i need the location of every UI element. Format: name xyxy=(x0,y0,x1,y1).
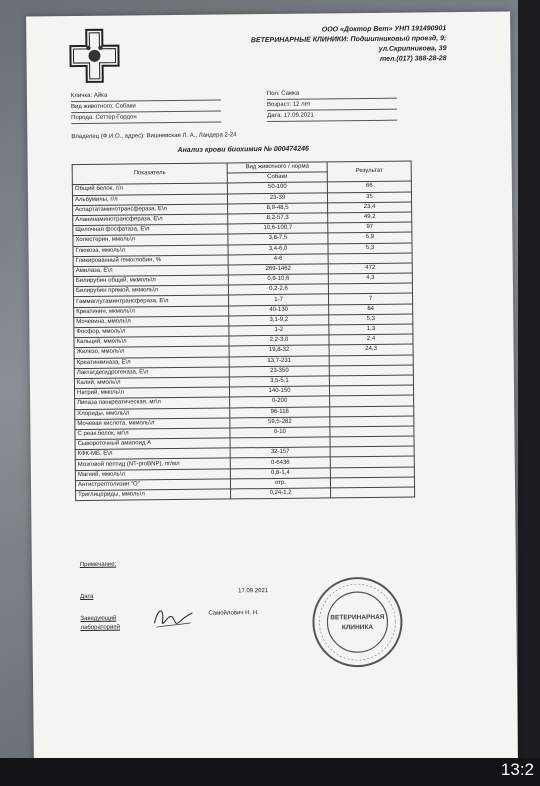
cell-parameter: Натрий, ммоль\л xyxy=(74,387,229,399)
cell-norm: 0,9-10,6 xyxy=(228,274,328,285)
cell-norm: 0,2-2,6 xyxy=(228,284,328,295)
patient-info-left xyxy=(71,91,221,126)
cell-result: 97 xyxy=(328,222,412,233)
cell-parameter: Кальций, ммоль\л xyxy=(74,336,229,348)
lab-report-paper xyxy=(26,11,518,766)
cell-norm: 13,7-231 xyxy=(229,355,329,366)
cell-norm: 1-2 xyxy=(229,325,329,336)
cell-parameter: Мочевая кислота, мкмоль\л xyxy=(75,418,230,430)
cell-parameter: Липаза панкреатическая, мг\л xyxy=(75,397,230,409)
patient-age: Возраст: 12 лет xyxy=(267,100,397,111)
cell-parameter: Глюкоза, ммоль\л xyxy=(73,244,228,256)
cell-parameter: Щелочная фосфатаза, Е\л xyxy=(73,224,228,236)
cell-norm: 140-150 xyxy=(229,386,329,397)
status-bar xyxy=(0,758,540,786)
date-label: Дата xyxy=(80,593,94,601)
cell-parameter: Мозговой пептид (NT-proBNP), пг/мл xyxy=(75,458,230,470)
cell-norm: 2,2-3,0 xyxy=(229,335,329,346)
cell-norm: 50-100 xyxy=(227,182,327,193)
column-header: Результат xyxy=(327,161,411,182)
cell-norm: 32-157 xyxy=(230,447,330,458)
cell-norm: 1-7 xyxy=(229,294,329,305)
cell-result: 24,3 xyxy=(329,344,413,355)
cell-norm: 0-200 xyxy=(230,396,330,407)
cell-parameter: С реак.белок, мг\л xyxy=(75,428,230,440)
head-name: Самойлович Н. Н. xyxy=(208,610,259,617)
column-subheader: Собаки xyxy=(227,172,327,183)
cell-norm: 96-118 xyxy=(230,406,330,417)
cell-parameter: Хлориды, ммоль\л xyxy=(75,407,230,419)
cell-norm: 0,24-1,2 xyxy=(231,488,331,499)
cell-parameter: Триглицериды, ммоль\л xyxy=(76,489,231,501)
cell-parameter: Холестерин, ммоль\л xyxy=(73,234,228,246)
cell-norm: 23-350 xyxy=(229,366,329,377)
cell-norm: 0-6436 xyxy=(230,457,330,468)
cell-result: 4,3 xyxy=(328,273,412,284)
patient-breed: Порода: Сеттер-Гордон xyxy=(71,113,221,125)
svg-text:КЛИНИКА: КЛИНИКА xyxy=(341,623,374,632)
cell-result: 35 xyxy=(327,192,411,203)
owner-info: Владелец (Ф.И.О., адрес): Вишневская Л. А., Ландера 2-24 xyxy=(71,132,237,141)
cell-norm: 10,6-100,7 xyxy=(228,223,328,234)
cell-result: 23,4 xyxy=(328,202,412,213)
cell-result: 472 xyxy=(328,263,412,274)
cell-norm: 19,8-32 xyxy=(229,345,329,356)
cell-norm: 40-130 xyxy=(229,305,329,316)
svg-text:ВЕТЕРИНАРНАЯ: ВЕТЕРИНАРНАЯ xyxy=(330,613,385,622)
cell-parameter: Магний, ммоль\л xyxy=(75,469,230,481)
cell-result: 49,2 xyxy=(328,212,412,223)
cell-parameter: Креатинин, мкмоль\л xyxy=(74,306,229,318)
cell-norm: 0-10 xyxy=(230,427,330,438)
note-label: Примечание: xyxy=(79,561,117,569)
cell-parameter: Лактатдегидрогеназа, Е\л xyxy=(74,367,229,379)
cell-parameter: Калий, ммоль\л xyxy=(74,377,229,389)
clinic-logo-icon xyxy=(68,28,121,85)
head-label: Заведующий xyxy=(80,615,117,623)
patient-sex: Пол: Самка xyxy=(267,89,397,100)
cell-norm: 8,9-48,5 xyxy=(228,203,328,214)
cell-norm: 3,8-7,5 xyxy=(228,233,328,244)
cell-norm: 4-6 xyxy=(228,254,328,265)
cell-parameter: Билирубин прямой, мкмоль\л xyxy=(73,285,228,297)
cell-norm: 23-39 xyxy=(227,192,327,203)
cell-result: 5,9 xyxy=(328,232,412,243)
header-line: тел.(017) 388-28-28 xyxy=(379,55,447,63)
cell-result: 1,3 xyxy=(329,324,413,335)
cell-norm: 269-1462 xyxy=(228,264,328,275)
patient-info-right xyxy=(267,89,397,123)
cell-parameter: Мочевина, ммоль\л xyxy=(74,316,229,328)
patient-species: Вид животного: Собаки xyxy=(71,102,221,114)
cell-parameter: Аспартатаминотрансфераза, Е\л xyxy=(73,204,228,216)
cell-norm: 3,4-6,0 xyxy=(228,243,328,254)
cell-parameter: Билирубин общий, мкмоль\л xyxy=(73,275,228,287)
cell-norm: 3,5-5,1 xyxy=(229,376,329,387)
header-line: ул.Скрипникова, 39 xyxy=(378,45,447,53)
cell-norm: 0,8-1,4 xyxy=(230,468,330,479)
clinic-header xyxy=(146,24,446,67)
cell-parameter: Креатинкиназа, Е\л xyxy=(74,357,229,369)
patient-name: Кличка: Айка xyxy=(71,91,221,103)
report-date: Дата: 17.09.2021 xyxy=(267,111,397,122)
clock-time: 13:2 xyxy=(500,760,534,779)
cell-parameter: Альбумины, г/л xyxy=(72,194,227,206)
cell-result: 5,3 xyxy=(329,314,413,325)
cell-result xyxy=(331,487,415,498)
cell-parameter: Аланинаминотрансфераза, Е\л xyxy=(73,214,228,226)
cell-parameter: Сывороточный амилоид А xyxy=(75,438,230,450)
cell-parameter: Гликированный гемоглобин, % xyxy=(73,255,228,267)
cell-parameter: Антистрептолизин "О" xyxy=(75,479,230,491)
cell-norm: 59,5-282 xyxy=(230,417,330,428)
report-title: Анализ крови биохимия № 000474246 xyxy=(177,145,309,154)
cell-result: 66 xyxy=(327,181,411,192)
results-table xyxy=(72,161,416,502)
cell-result: 84 xyxy=(329,304,413,315)
cell-parameter: Общий белок, г/л xyxy=(72,183,227,195)
cell-result: 2,4 xyxy=(329,334,413,345)
column-header: Показатель xyxy=(72,163,227,185)
cell-norm: отр. xyxy=(230,478,330,489)
header-line: ООО «Доктор Вет» УНП 191490901 xyxy=(321,25,447,34)
date-value: 17.09.2021 xyxy=(238,588,269,595)
cell-parameter: Железо, ммоль\л xyxy=(74,346,229,358)
cell-parameter: Амилаза, Е\л xyxy=(73,265,228,277)
background-edge xyxy=(518,0,540,786)
head-label-2: лабораторией xyxy=(80,624,121,632)
cell-norm: 3,1-9,2 xyxy=(229,315,329,326)
cell-parameter: Фосфор, ммоль\л xyxy=(74,326,229,338)
cell-parameter: Гаммаглутаминтрансфераза, Е\л xyxy=(74,295,229,307)
cell-result: 5,3 xyxy=(328,243,412,254)
clinic-stamp-icon xyxy=(310,575,405,670)
cell-norm: 8,2-57,3 xyxy=(228,213,328,224)
cell-result: 7 xyxy=(329,293,413,304)
cell-parameter: КФК-МБ, Е\л xyxy=(75,448,230,460)
signature-icon xyxy=(150,603,194,633)
header-line: ВЕТЕРИНАРНЫЕ КЛИНИКИ: Подшипниковый проезд, 9; xyxy=(250,35,447,45)
column-header: Вид животного / норма xyxy=(227,162,327,173)
